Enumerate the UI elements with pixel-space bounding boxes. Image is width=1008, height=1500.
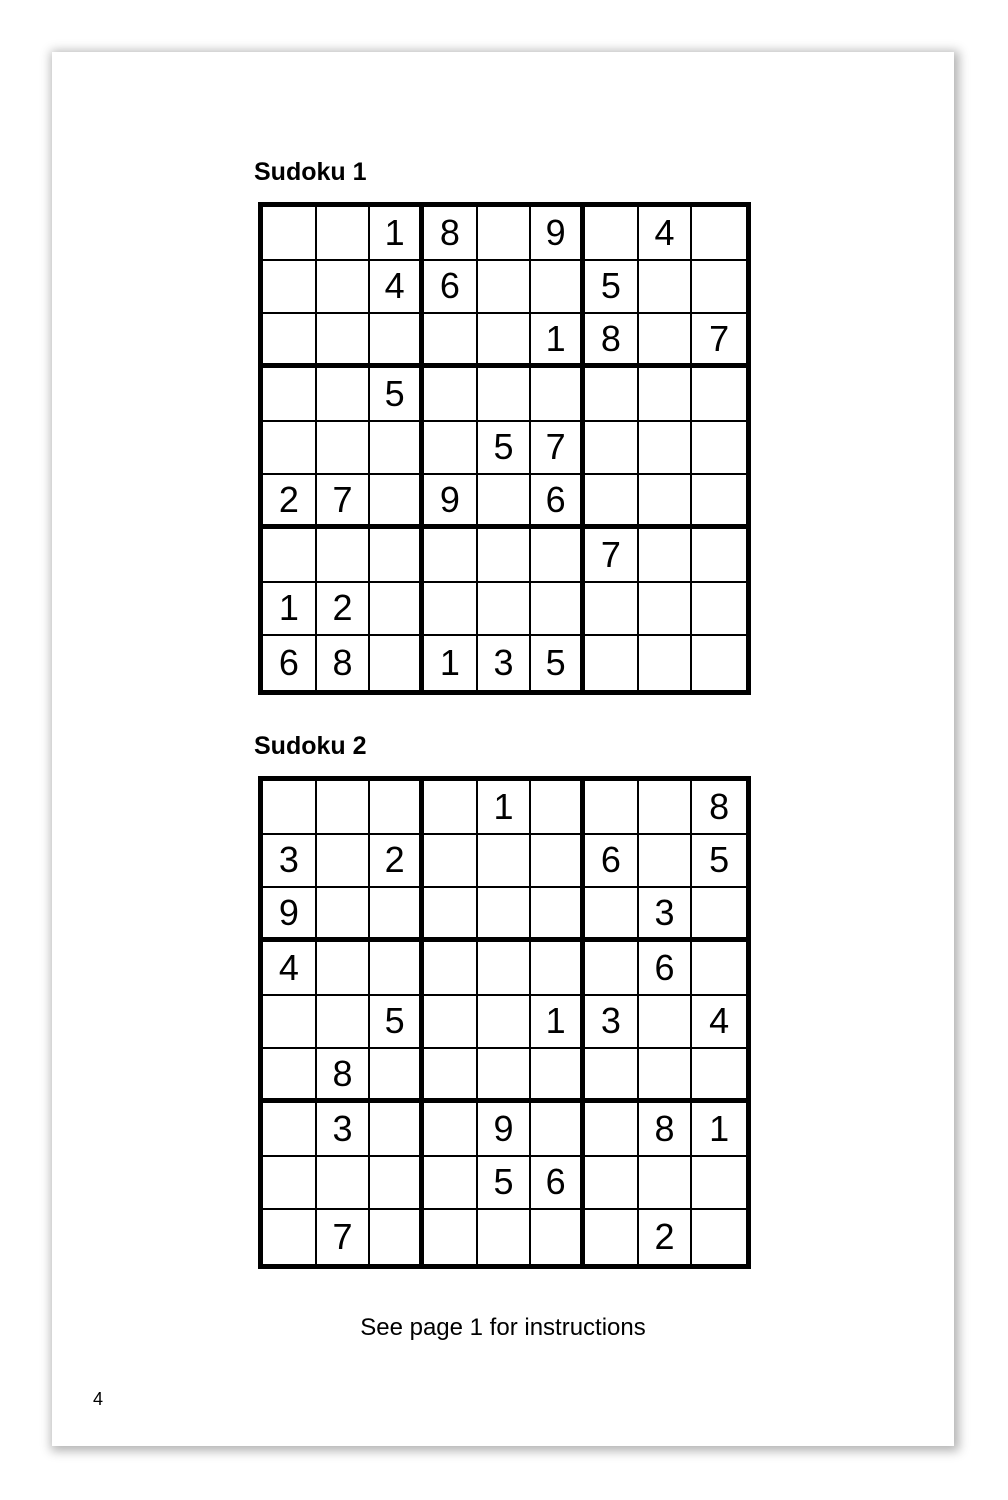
sudoku-cell[interactable] [424,996,478,1050]
sudoku-cell[interactable]: 3 [478,636,532,690]
sudoku-cell[interactable] [692,888,746,942]
sudoku-cell[interactable]: 4 [370,261,424,315]
sudoku-cell[interactable]: 9 [478,1103,532,1157]
sudoku-cell[interactable] [317,314,371,368]
sudoku-cell[interactable] [478,261,532,315]
sudoku-cell[interactable]: 2 [370,835,424,889]
sudoku-cell[interactable] [639,1049,693,1103]
sudoku-cell[interactable] [639,261,693,315]
sudoku-cell[interactable] [585,422,639,476]
sudoku-cell[interactable]: 4 [263,942,317,996]
sudoku-cell[interactable] [478,475,532,529]
sudoku-cell[interactable] [424,314,478,368]
sudoku-cell[interactable] [424,422,478,476]
sudoku-cell[interactable] [317,942,371,996]
sudoku-cell[interactable]: 5 [370,996,424,1050]
sudoku-cell[interactable] [424,368,478,422]
sudoku-cell[interactable] [478,888,532,942]
sudoku-cell[interactable] [263,1157,317,1211]
sudoku-cell[interactable] [531,835,585,889]
sudoku-cell[interactable]: 8 [317,1049,371,1103]
sudoku-cell[interactable]: 7 [692,314,746,368]
sudoku-cell[interactable] [424,1157,478,1211]
sudoku-cell[interactable]: 7 [317,1210,371,1264]
sudoku-cell[interactable] [263,422,317,476]
sudoku-cell[interactable] [263,207,317,261]
sudoku-cell[interactable] [639,996,693,1050]
sudoku-cell[interactable]: 9 [531,207,585,261]
sudoku-cell[interactable] [585,1157,639,1211]
sudoku-cell[interactable]: 1 [478,781,532,835]
sudoku-cell[interactable]: 6 [531,1157,585,1211]
sudoku-cell[interactable] [585,1103,639,1157]
puzzle-title-1: Sudoku 1 [254,158,367,186]
sudoku-cell[interactable] [478,583,532,637]
sudoku-cell[interactable] [639,314,693,368]
sudoku-cell[interactable] [478,996,532,1050]
sudoku-cell[interactable] [639,368,693,422]
sudoku-cell[interactable]: 6 [585,835,639,889]
sudoku-cell[interactable] [585,636,639,690]
sudoku-cell[interactable]: 7 [531,422,585,476]
sudoku-cell[interactable] [424,1210,478,1264]
sudoku-cell[interactable] [424,1049,478,1103]
sudoku-cell[interactable] [639,422,693,476]
sudoku-cell[interactable]: 4 [639,207,693,261]
sudoku-cell[interactable] [692,636,746,690]
sudoku-cell[interactable] [424,888,478,942]
sudoku-cell[interactable] [370,1157,424,1211]
sudoku-cell[interactable]: 1 [424,636,478,690]
sudoku-cell[interactable] [424,529,478,583]
sudoku-cell[interactable]: 5 [531,636,585,690]
sudoku-cell[interactable] [531,1210,585,1264]
sudoku-cell[interactable] [317,422,371,476]
sudoku-cell[interactable]: 6 [639,942,693,996]
sudoku-cell[interactable] [639,583,693,637]
sudoku-cell[interactable]: 2 [263,475,317,529]
sudoku-cell[interactable] [424,835,478,889]
sudoku-cell[interactable] [531,781,585,835]
sudoku-cell[interactable]: 8 [692,781,746,835]
sudoku-cell[interactable] [639,529,693,583]
sudoku-cell[interactable]: 8 [639,1103,693,1157]
sudoku-cell[interactable] [692,942,746,996]
sudoku-cell[interactable] [317,529,371,583]
sudoku-cell[interactable] [263,996,317,1050]
sudoku-cell[interactable] [370,583,424,637]
sudoku-cell[interactable] [639,475,693,529]
sudoku-cell[interactable]: 1 [531,314,585,368]
sudoku-cell[interactable] [531,888,585,942]
sudoku-cell[interactable] [263,1103,317,1157]
sudoku-cell[interactable] [263,781,317,835]
sudoku-cell[interactable] [263,261,317,315]
sudoku-cell[interactable] [370,942,424,996]
sudoku-cell[interactable]: 1 [263,583,317,637]
sudoku-cell[interactable] [317,207,371,261]
sudoku-cell[interactable] [317,888,371,942]
sudoku-grid-1 [258,202,751,695]
sudoku-cell[interactable] [585,888,639,942]
sudoku-cell[interactable] [585,207,639,261]
sudoku-cell[interactable] [585,475,639,529]
sudoku-cell[interactable]: 7 [317,475,371,529]
sudoku-cell[interactable] [478,835,532,889]
sudoku-cell[interactable] [370,888,424,942]
sudoku-cell[interactable]: 3 [585,996,639,1050]
sudoku-cell[interactable] [317,996,371,1050]
sudoku-cell[interactable]: 2 [639,1210,693,1264]
sudoku-cell[interactable] [692,368,746,422]
sudoku-cell[interactable] [639,781,693,835]
sudoku-cell[interactable]: 1 [531,996,585,1050]
sudoku-cell[interactable] [692,422,746,476]
sudoku-cell[interactable] [317,261,371,315]
sudoku-cell[interactable]: 3 [639,888,693,942]
sudoku-cell[interactable] [317,781,371,835]
sudoku-cell[interactable] [317,368,371,422]
sudoku-cell[interactable] [692,261,746,315]
sudoku-cell[interactable]: 5 [585,261,639,315]
sudoku-cell[interactable] [424,942,478,996]
sudoku-cell[interactable] [585,583,639,637]
sudoku-cell[interactable] [692,1157,746,1211]
sudoku-cell[interactable]: 8 [317,636,371,690]
sudoku-cell[interactable]: 6 [424,261,478,315]
sudoku-cell[interactable] [263,314,317,368]
sudoku-cell[interactable]: 5 [692,835,746,889]
sudoku-cell[interactable] [370,314,424,368]
sudoku-cell[interactable]: 6 [531,475,585,529]
sudoku-cell[interactable] [585,368,639,422]
sudoku-cell[interactable] [317,835,371,889]
sudoku-cell[interactable]: 5 [478,1157,532,1211]
sudoku-cell[interactable] [531,1049,585,1103]
sudoku-cell[interactable] [478,368,532,422]
sudoku-cell[interactable] [692,1210,746,1264]
sudoku-cell[interactable]: 8 [424,207,478,261]
sudoku-cell[interactable] [639,1157,693,1211]
sudoku-cell[interactable] [585,1210,639,1264]
sudoku-cell[interactable] [478,207,532,261]
sudoku-cell[interactable] [370,475,424,529]
sudoku-cell[interactable] [692,207,746,261]
sudoku-cell[interactable]: 3 [263,835,317,889]
sudoku-cell[interactable] [370,636,424,690]
sudoku-cell[interactable]: 7 [585,529,639,583]
sudoku-cell[interactable] [692,583,746,637]
sudoku-cell[interactable] [370,1049,424,1103]
sudoku-cell[interactable]: 1 [370,207,424,261]
sudoku-cell[interactable]: 3 [317,1103,371,1157]
sudoku-cell[interactable] [531,261,585,315]
sudoku-cell[interactable] [585,781,639,835]
sudoku-cell[interactable] [370,781,424,835]
sudoku-cell[interactable] [692,475,746,529]
sudoku-cell[interactable] [263,1210,317,1264]
sudoku-cell[interactable] [424,1103,478,1157]
puzzle-title-2: Sudoku 2 [254,732,367,760]
sudoku-cell[interactable] [317,1157,371,1211]
sudoku-cell[interactable] [478,1049,532,1103]
sudoku-cell[interactable] [585,1049,639,1103]
sudoku-cell[interactable] [478,942,532,996]
sudoku-cell[interactable] [370,1103,424,1157]
sudoku-cell[interactable]: 8 [585,314,639,368]
sudoku-cell[interactable] [692,1049,746,1103]
sudoku-cell[interactable] [263,529,317,583]
sudoku-cell[interactable] [478,1210,532,1264]
sudoku-cell[interactable] [478,529,532,583]
sudoku-cell[interactable]: 5 [370,368,424,422]
sudoku-cell[interactable]: 2 [317,583,371,637]
sudoku-cell[interactable] [531,529,585,583]
sudoku-cell[interactable] [531,368,585,422]
instructions-note: See page 1 for instructions [360,1314,646,1341]
puzzle-page [52,52,954,1446]
sudoku-cell[interactable] [639,636,693,690]
sudoku-cell[interactable] [585,942,639,996]
sudoku-cell[interactable] [531,583,585,637]
sudoku-cell[interactable] [478,314,532,368]
sudoku-cell[interactable] [531,942,585,996]
sudoku-cell[interactable]: 4 [692,996,746,1050]
sudoku-cell[interactable]: 9 [263,888,317,942]
sudoku-cell[interactable] [370,422,424,476]
sudoku-grid-2 [258,776,751,1269]
sudoku-cell[interactable]: 6 [263,636,317,690]
sudoku-cell[interactable] [263,1049,317,1103]
sudoku-cell[interactable]: 1 [692,1103,746,1157]
page-number: 4 [93,1389,104,1409]
sudoku-cell[interactable] [692,529,746,583]
sudoku-cell[interactable]: 5 [478,422,532,476]
sudoku-cell[interactable] [531,1103,585,1157]
sudoku-cell[interactable] [370,529,424,583]
sudoku-cell[interactable] [263,368,317,422]
sudoku-cell[interactable] [370,1210,424,1264]
sudoku-cell[interactable] [639,835,693,889]
sudoku-cell[interactable] [424,781,478,835]
sudoku-cell[interactable] [424,583,478,637]
sudoku-cell[interactable]: 9 [424,475,478,529]
